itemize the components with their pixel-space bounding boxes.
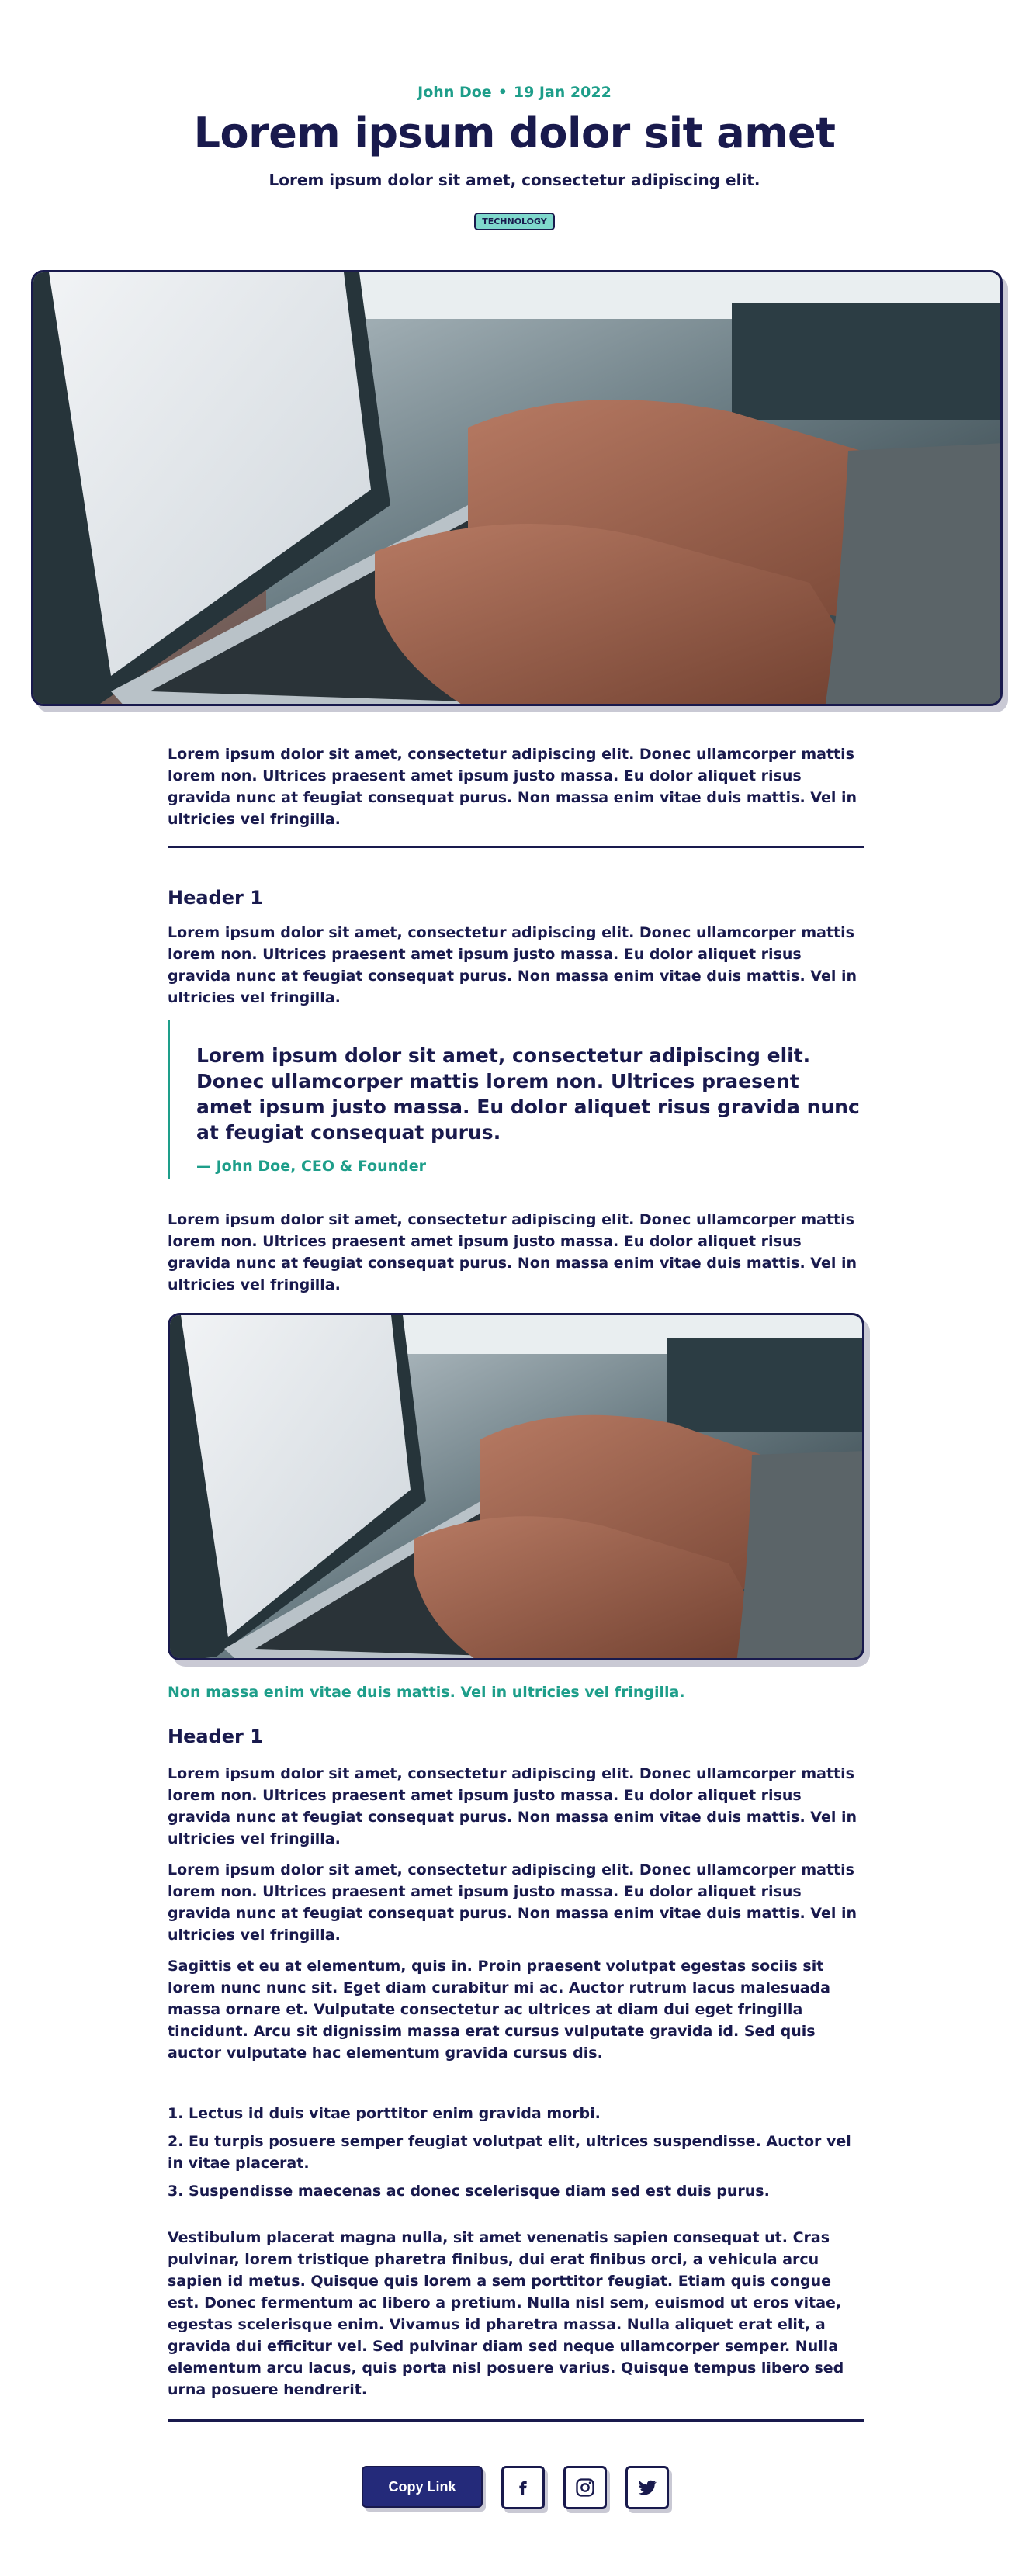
blockquote bbox=[168, 1020, 861, 1179]
publish-date: 19 Jan 2022 bbox=[513, 84, 612, 101]
page-title: Lorem ipsum dolor sit amet bbox=[193, 109, 836, 158]
image-caption: Non massa enim vitae duis mattis. Vel in ultricies vel fringilla. bbox=[168, 1684, 685, 1701]
quote-author: — John Doe, CEO & Founder bbox=[196, 1158, 426, 1175]
laptop-photo bbox=[33, 272, 1003, 706]
twitter-button[interactable] bbox=[625, 2466, 669, 2509]
list-item: 1. Lectus id duis vitae porttitor enim gravida morbi. bbox=[168, 2105, 601, 2122]
copy-link-button[interactable]: Copy Link bbox=[362, 2466, 483, 2508]
tag-container bbox=[0, 213, 1029, 230]
share-bar bbox=[0, 2466, 1029, 2512]
laptop-photo-2 bbox=[170, 1315, 864, 1660]
quote-text: Lorem ipsum dolor sit amet, consectetur adipiscing elit. Donec ullamcorper mattis lorem non. Ultrices praesent amet ipsum justo massa. Eu dolor aliquet risus gravida nunc at feugiat consequat purus. bbox=[196, 1044, 860, 1144]
instagram-button[interactable] bbox=[563, 2466, 607, 2509]
paragraph-5: Sagittis et eu at elementum, quis in. Proin praesent volutpat egestas sociis sit lorem nunc nunc sit. Eget diam curabitur mi ac. Auctor rutrum lacus malesuada massa ornare et. Vulputate consectetur ac ultrices at diam dui eget fringilla tincidunt. Arcu sit dignissim massa erat cursus vulputate gravida id. Sed quis auctor vulputate hac elementum gravida cursus dis. bbox=[168, 1958, 830, 2062]
list-item: 2. Eu turpis posuere semper feugiat volutpat elit, ultrices suspendisse. Auctor vel in vitae placerat. bbox=[168, 2133, 851, 2172]
paragraph-4: Lorem ipsum dolor sit amet, consectetur adipiscing elit. Donec ullamcorper mattis lorem non. Ultrices praesent amet ipsum justo massa. Eu dolor aliquet risus gravida nunc at feugiat consequat purus. Non massa enim vitae duis mattis. Vel in ultricies vel fringilla. bbox=[168, 1861, 857, 1944]
intro-paragraph: Lorem ipsum dolor sit amet, consectetur adipiscing elit. Donec ullamcorper mattis lorem non. Ultrices praesent amet ipsum justo massa. Eu dolor aliquet risus gravida nunc at feugiat consequat purus. Non massa enim vitae duis mattis. Vel in ultricies vel fringilla. bbox=[168, 746, 857, 828]
paragraph-1: Lorem ipsum dolor sit amet, consectetur adipiscing elit. Donec ullamcorper mattis lorem non. Ultrices praesent amet ipsum justo massa. Eu dolor aliquet risus gravida nunc at feugiat consequat purus. Non massa enim vitae duis mattis. Vel in ultricies vel fringilla. bbox=[168, 924, 857, 1006]
inline-image bbox=[168, 1313, 864, 1660]
hero-image bbox=[31, 270, 1003, 706]
paragraph-2: Lorem ipsum dolor sit amet, consectetur adipiscing elit. Donec ullamcorper mattis lorem non. Ultrices praesent amet ipsum justo massa. Eu dolor aliquet risus gravida nunc at feugiat consequat purus. Non massa enim vitae duis mattis. Vel in ultricies vel fringilla. bbox=[168, 1211, 857, 1293]
paragraph-6: Vestibulum placerat magna nulla, sit amet venenatis sapien consequat ut. Cras pulvinar, lorem tristique pharetra finibus, dui erat finibus orci, a vehicula arcu sapien id metus. Quisque quis lorem a sem porttitor feugiat. Etiam quis congue est. Donec fermentum ac libero a pretium. Nulla nisl sem, euismod ut eros vitae, egestas scelerisque enim. Vivamus id pharetra massa. Nulla aliquet erat elit, a gravida dui efficitur vel. Sed pulvinar diam sed neque ullamcorper semper. Nulla elementum arcu lacus, quis porta nisl posuere varius. Quisque tempus libero sed urna posuere hendrerit. bbox=[168, 2229, 844, 2398]
category-tag[interactable]: TECHNOLOGY bbox=[474, 213, 555, 230]
page-subtitle: Lorem ipsum dolor sit amet, consectetur adipiscing elit. bbox=[269, 171, 760, 189]
twitter-icon bbox=[636, 2477, 658, 2498]
divider-top bbox=[168, 846, 864, 848]
numbered-list bbox=[168, 2103, 861, 2208]
facebook-button[interactable] bbox=[501, 2466, 545, 2509]
section-header-2: Header 1 bbox=[168, 1726, 263, 1747]
author-name: John Doe bbox=[417, 84, 492, 101]
section-header-1: Header 1 bbox=[168, 887, 263, 909]
meta-separator: • bbox=[497, 84, 508, 101]
instagram-icon bbox=[574, 2477, 596, 2498]
list-item: 3. Suspendisse maecenas ac donec scelerisque diam sed est duis purus. bbox=[168, 2183, 770, 2200]
article-meta bbox=[0, 84, 1029, 101]
facebook-icon bbox=[512, 2477, 534, 2498]
paragraph-3: Lorem ipsum dolor sit amet, consectetur adipiscing elit. Donec ullamcorper mattis lorem non. Ultrices praesent amet ipsum justo massa. Eu dolor aliquet risus gravida nunc at feugiat consequat purus. Non massa enim vitae duis mattis. Vel in ultricies vel fringilla. bbox=[168, 1765, 857, 1847]
divider-bottom bbox=[168, 2419, 864, 2422]
